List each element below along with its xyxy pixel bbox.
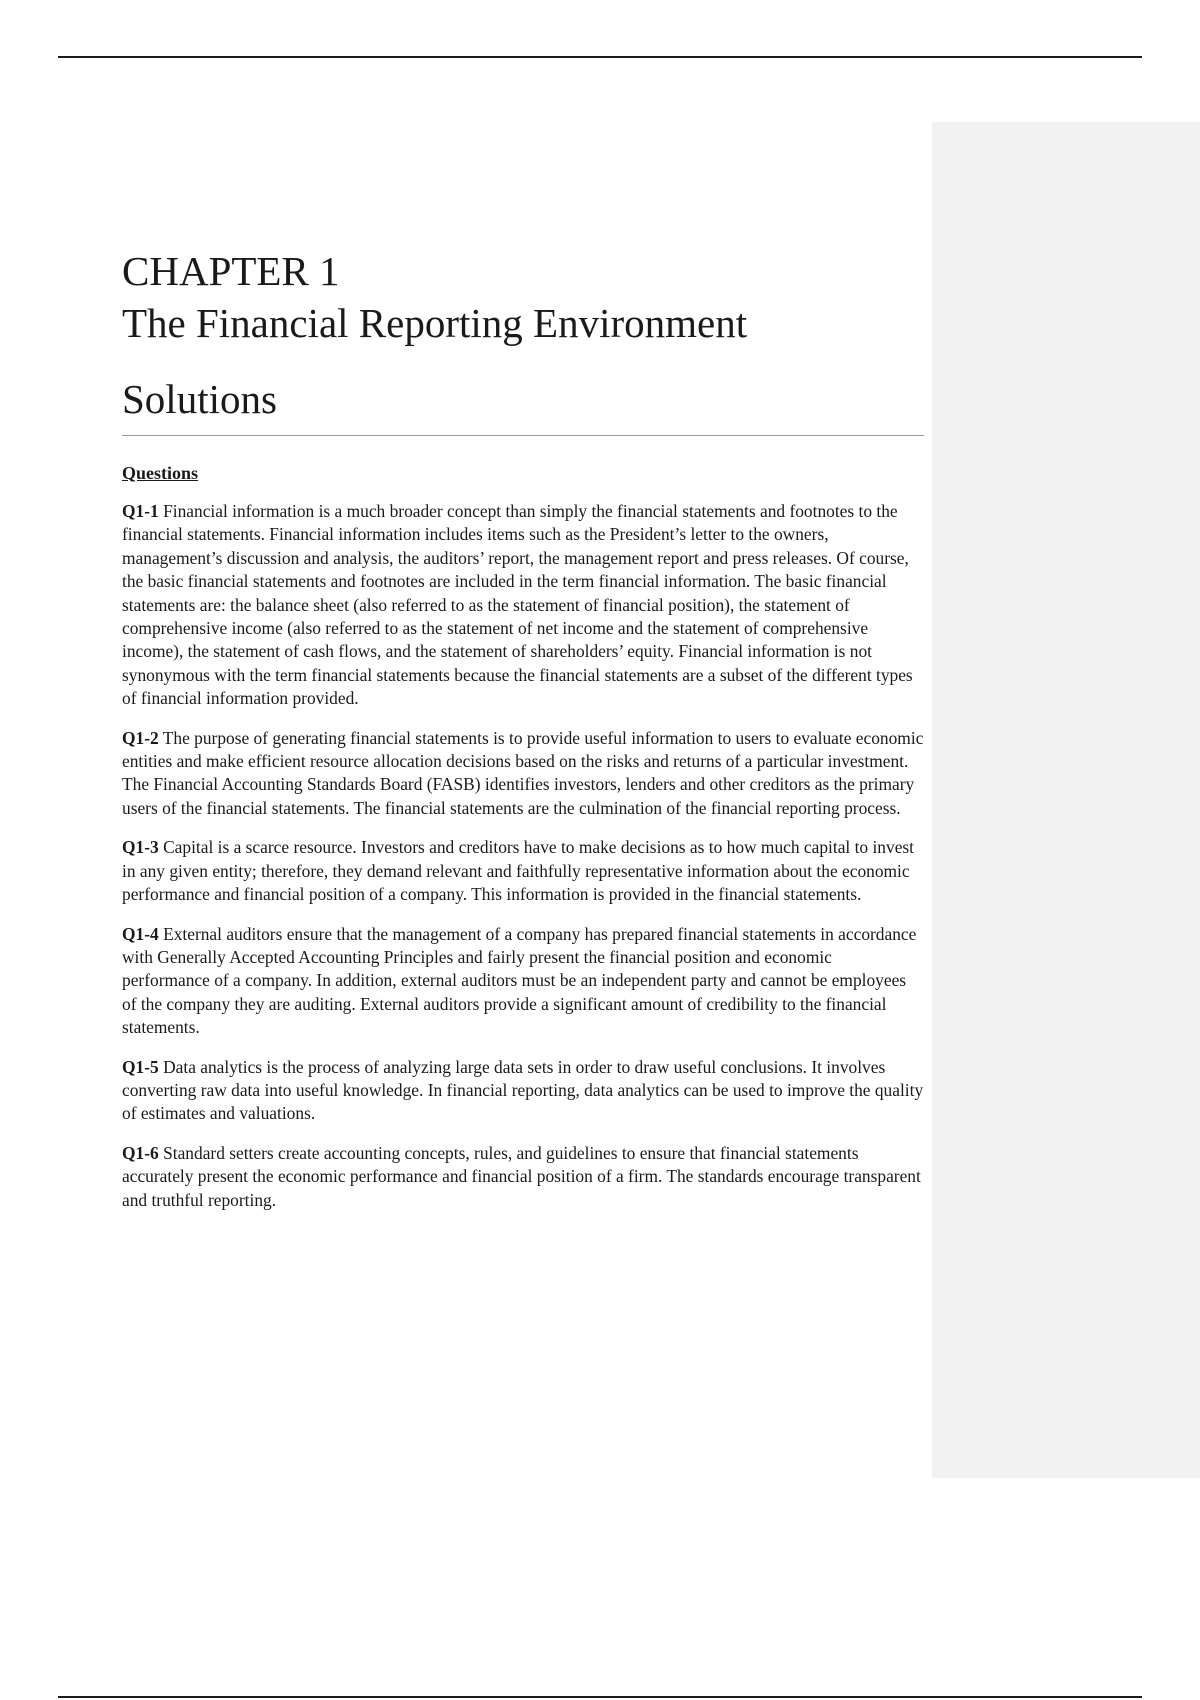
chapter-title: The Financial Reporting Environment <box>122 300 748 346</box>
answer-text: The purpose of generating financial statements is to provide useful information to users to evaluate economic entities and make efficient resource allocation decisions based on the risks and returns of a particular investment. The Financial Accounting Standards Board (FASB) identifies investors, lenders and other creditors as the primary users of the financial statements. The financial statements are the culmination of the financial reporting process. <box>122 727 924 818</box>
margin-comment-panel <box>932 122 1200 1478</box>
question-answer-q1-5 <box>122 1056 924 1126</box>
footer-rule <box>58 1696 1142 1698</box>
question-answer-q1-3 <box>122 836 924 906</box>
answer-text: Standard setters create accounting concepts, rules, and guidelines to ensure that financial statements accurately present the economic performance and financial position of a firm. The standards encourage transparent and truthful reporting. <box>122 1142 921 1210</box>
question-answer-q1-4 <box>122 923 924 1040</box>
answer-text: External auditors ensure that the management of a company has prepared financial statements in accordance with Generally Accepted Accounting Principles and fairly present the financial position and economic performance of a company. In addition, external auditors must be an independent party and cannot be employees of the company they are auditing. External auditors provide a significant amount of credibility to the financial statements. <box>122 923 917 1038</box>
answer-text: Data analytics is the process of analyzing large data sets in order to draw useful conclusions. It involves converting raw data into useful knowledge. In financial reporting, data analytics can be used to improve the quality of estimates and valuations. <box>122 1056 924 1124</box>
header-rule <box>58 56 1142 58</box>
question-id: Q1-3 <box>122 837 159 858</box>
question-id: Q1-5 <box>122 1056 159 1077</box>
section-heading-questions: Questions <box>122 463 199 483</box>
question-answer-q1-2 <box>122 727 924 821</box>
solutions-title: Solutions <box>122 376 277 422</box>
question-id: Q1-6 <box>122 1142 159 1163</box>
answer-text: Capital is a scarce resource. Investors and creditors have to make decisions as to how much capital to invest in any given entity; therefore, they demand relevant and faithfully representative information about the economic performance and financial position of a company. This information is provided in the financial statements. <box>122 837 915 905</box>
title-divider <box>122 435 924 436</box>
question-id: Q1-4 <box>122 923 159 944</box>
question-id: Q1-2 <box>122 727 159 748</box>
page-content <box>122 245 924 1212</box>
chapter-label: CHAPTER 1 <box>122 248 340 294</box>
answer-text: Financial information is a much broader concept than simply the financial statements and footnotes to the financial statements. Financial information includes items such as the President’s letter to the owners, management’s discussion and analysis, the auditors’ report, the management report and press releases. Of course, the basic financial statements and footnotes are included in the term financial information. The basic financial statements are: the balance sheet (also referred to as the statement of financial position), the statement of comprehensive income (also referred to as the statement of net income and the statement of comprehensive income), the statement of cash flows, and the statement of shareholders’ equity. Financial information is not synonymous with the term financial statements because the financial statements are a subset of the different types of financial information provided. <box>122 501 913 709</box>
question-answer-q1-6 <box>122 1142 924 1212</box>
question-answer-q1-1 <box>122 500 924 711</box>
question-id: Q1-1 <box>122 501 159 521</box>
